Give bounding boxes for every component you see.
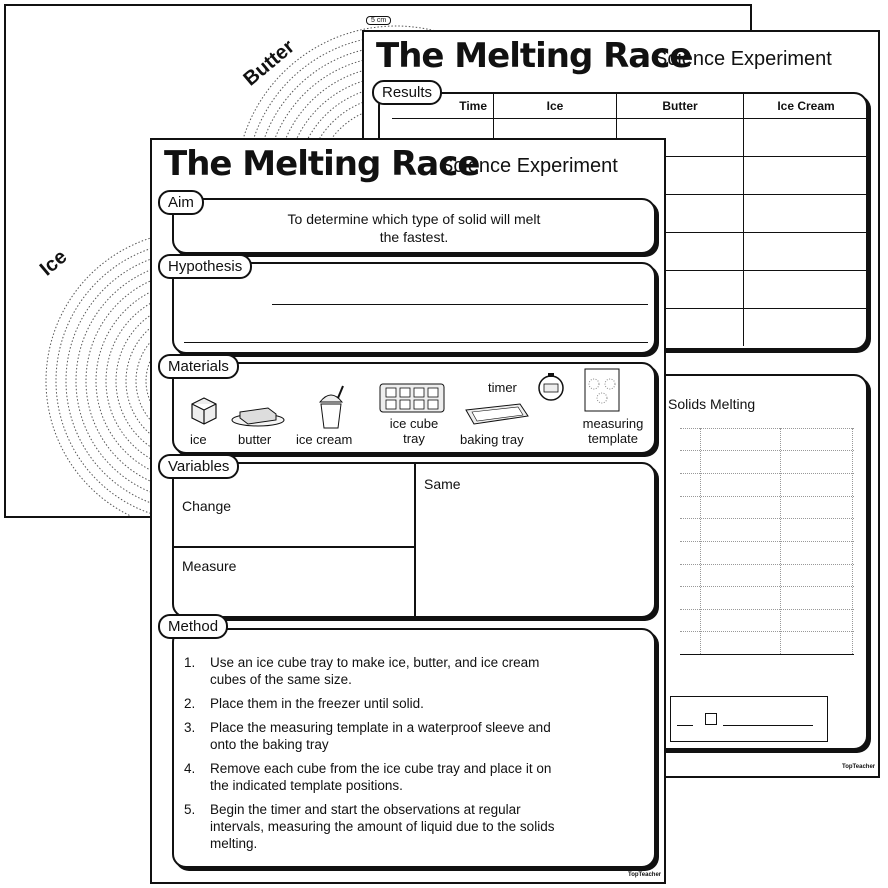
- col-header-ice: Ice: [494, 94, 617, 118]
- measuring-template-icon: [584, 368, 620, 412]
- ice-cube-tray-icon: [378, 380, 446, 416]
- baking-tray-icon: [464, 402, 530, 430]
- method-box: [172, 628, 656, 868]
- brand-logo: TopTeacher: [628, 872, 662, 878]
- material-label-ice-cream: ice cream: [296, 432, 353, 447]
- hypothesis-line-2: [184, 342, 648, 343]
- variables-divider-vertical: [414, 464, 416, 618]
- materials-tag: Materials: [158, 354, 239, 379]
- sheet-subtitle: Science Experiment: [440, 155, 618, 177]
- col-header-time: Time: [392, 94, 494, 118]
- variables-tag: Variables: [158, 454, 239, 479]
- method-step: 1. Use an ice cube tray to make ice, butter, and ice cream cubes of the same size.: [184, 655, 540, 687]
- method-step: 4. Remove each cube from the ice cube tray and place it on the indicated template positions.: [184, 761, 552, 793]
- aim-text-line-1: To determine which type of solid will melt: [287, 211, 541, 227]
- ring-label-butter: Butter: [239, 35, 299, 91]
- aim-tag: Aim: [158, 190, 204, 215]
- variables-box: [172, 462, 656, 618]
- brand-logo: TopTeacher: [842, 764, 876, 770]
- material-label-butter: butter: [238, 432, 272, 447]
- timer-icon: [536, 372, 566, 402]
- sheet-title: The Melting Race: [164, 144, 480, 184]
- material-label-baking-tray: baking tray: [460, 432, 524, 447]
- graph-title: Solids Melting: [668, 396, 756, 412]
- graph-key-box: [670, 696, 828, 742]
- experiment-sheet: [150, 138, 666, 884]
- aim-text: [174, 210, 654, 246]
- method-steps: [184, 654, 646, 859]
- ice-cream-icon: [316, 384, 346, 432]
- method-step: 2. Place them in the freezer until solid.: [184, 696, 424, 711]
- materials-box: [172, 362, 656, 454]
- variable-measure-label: Measure: [182, 558, 237, 574]
- variables-divider-horizontal: [174, 546, 415, 548]
- variable-same-label: Same: [424, 476, 461, 492]
- scale-label: 5 cm: [366, 16, 391, 25]
- method-tag: Method: [158, 614, 228, 639]
- col-header-ice-cream: Ice Cream: [744, 94, 869, 118]
- material-label-ice-cube-tray: ice cube tray: [389, 416, 439, 446]
- hypothesis-line-1: [272, 304, 648, 305]
- aim-box: [172, 198, 656, 254]
- method-step: 3. Place the measuring template in a waterproof sleeve and onto the baking tray: [184, 720, 551, 752]
- graph-grid: [680, 428, 854, 655]
- results-sheet-title: The Melting Race: [376, 36, 692, 76]
- material-label-timer: timer: [488, 380, 517, 395]
- method-step: 5. Begin the timer and start the observations at regular intervals, measuring the amount of liquid due to the solids melting.: [184, 802, 555, 851]
- ring-label-ice: Ice: [35, 245, 72, 281]
- material-label-ice: ice: [190, 432, 207, 447]
- ice-cube-icon: [188, 394, 220, 426]
- results-sheet-subtitle: Science Experiment: [654, 48, 832, 70]
- key-checkbox: [705, 713, 717, 725]
- variable-change-label: Change: [182, 498, 232, 514]
- aim-text-line-2: the fastest.: [379, 229, 449, 245]
- col-header-butter: Butter: [617, 94, 744, 118]
- hypothesis-tag: Hypothesis: [158, 254, 252, 279]
- material-label-measuring-template: measuring template: [582, 416, 644, 446]
- results-tag: Results: [372, 80, 442, 105]
- butter-icon: [230, 402, 286, 428]
